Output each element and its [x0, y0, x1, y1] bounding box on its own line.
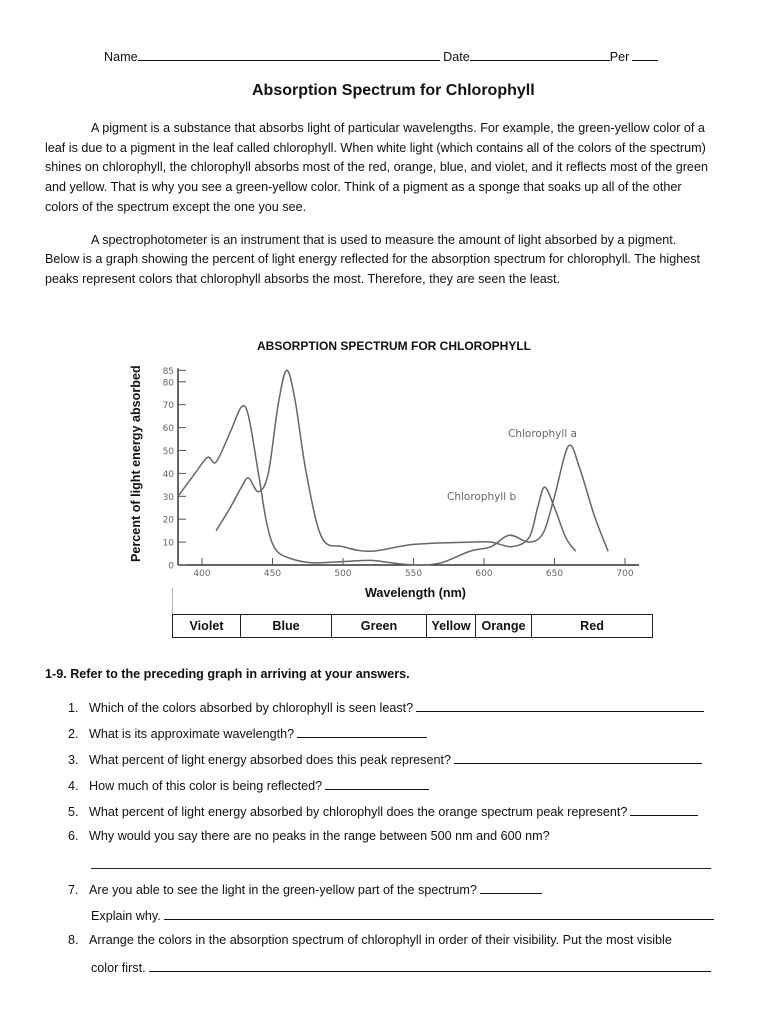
- question-text: What is its approximate wavelength?: [89, 727, 295, 741]
- x-tick-label: 550: [404, 569, 423, 579]
- y-tick-label: 85: [162, 366, 175, 377]
- text-line: shines on chlorophyll, the chlorophyll absorbs most of the red, orange, blue, and violet, and it reflects most of the green: [45, 160, 708, 174]
- answer-blank[interactable]: [164, 907, 714, 920]
- band-green: Green: [331, 614, 427, 638]
- name-blank[interactable]: [138, 48, 440, 61]
- x-tick-label: 400: [193, 569, 211, 579]
- question-text: Why would you say there are no peaks in the range between 500 nm and 600 nm?: [89, 829, 550, 843]
- text-line: peaks represent colors that chlorophyll absorbs the most. Therefore, they are seen the least.: [45, 272, 560, 286]
- x-axis-label: Wavelength (nm): [365, 586, 466, 600]
- series-label-chlorophyll-b: Chlorophyll b: [447, 491, 517, 503]
- text-line: A spectrophotometer is an instrument that is used to measure the amount of light absorbed by a pigment.: [91, 233, 677, 247]
- text-line: colors of the spectrum except the one you see.: [45, 200, 307, 214]
- y-tick-label: 60: [162, 424, 175, 435]
- series-chlorophyll-b: [216, 370, 576, 551]
- name-field[interactable]: [104, 48, 658, 64]
- x-tick-label: 650: [545, 569, 564, 579]
- question-number: 6.: [68, 829, 79, 843]
- page-title: Absorption Spectrum for Chlorophyll: [252, 82, 535, 99]
- question-8: [68, 933, 672, 947]
- question-number: 1.: [68, 701, 79, 715]
- x-tick-label: 450: [263, 569, 282, 579]
- question-text: color first.: [91, 961, 146, 975]
- band-blue: Blue: [240, 614, 332, 638]
- date-blank[interactable]: [470, 48, 610, 61]
- question-number: 3.: [68, 753, 79, 767]
- chart-title: ABSORPTION SPECTRUM FOR CHLOROPHYLL: [257, 339, 532, 353]
- absorption-chart: [150, 360, 650, 585]
- question-text: Which of the colors absorbed by chlorophyll is seen least?: [89, 701, 414, 715]
- y-tick-label: 50: [162, 447, 175, 457]
- question-number: 7.: [68, 883, 79, 897]
- question-text: What percent of light energy absorbed by chlorophyll does the orange spectrum peak represent?: [89, 805, 628, 819]
- date-label: Date: [443, 50, 470, 64]
- question-5: [68, 803, 698, 819]
- answer-line[interactable]: [91, 868, 711, 869]
- y-tick-label: 70: [162, 401, 175, 412]
- x-tick-label: 500: [334, 569, 352, 579]
- question-8-followup: [91, 959, 711, 975]
- question-text: Are you able to see the light in the green-yellow part of the spectrum?: [89, 883, 477, 897]
- y-tick-label: 20: [162, 515, 175, 526]
- band-violet: Violet: [172, 614, 241, 638]
- question-text: What percent of light energy absorbed does this peak represent?: [89, 753, 451, 767]
- per-label: Per: [609, 50, 630, 64]
- answer-blank[interactable]: [630, 803, 698, 816]
- question-3: [68, 751, 702, 767]
- answer-blank[interactable]: [416, 699, 704, 712]
- y-tick-label: 30: [162, 492, 175, 503]
- band-red: Red: [531, 614, 653, 638]
- answer-blank[interactable]: [480, 881, 542, 894]
- name-label: Name: [104, 50, 138, 64]
- y-axis-label: Percent of light energy absorbed: [129, 365, 143, 562]
- band-orange: Orange: [475, 614, 532, 638]
- question-number: 5.: [68, 805, 79, 819]
- question-6: [68, 829, 550, 843]
- answer-blank[interactable]: [325, 777, 429, 790]
- answer-blank[interactable]: [297, 725, 427, 738]
- text-line: A pigment is a substance that absorbs light of particular wavelengths. For example, the green-yellow color of a: [91, 121, 705, 135]
- series-label-chlorophyll-a: Chlorophyll a: [508, 428, 577, 440]
- band-yellow: Yellow: [426, 614, 476, 638]
- question-1: [68, 699, 704, 715]
- text-line: and yellow. That is why you see a green-yellow color. Think of a pigment as a sponge that soaks up all of the other: [45, 180, 682, 194]
- question-number: 8.: [68, 933, 79, 947]
- x-tick-label: 600: [475, 569, 493, 579]
- question-7-followup: [91, 907, 714, 923]
- per-blank[interactable]: [632, 48, 658, 61]
- question-number: 2.: [68, 727, 79, 741]
- instructions: 1-9. Refer to the preceding graph in arriving at your answers.: [45, 667, 410, 681]
- y-tick-label: 40: [162, 469, 175, 480]
- answer-blank[interactable]: [454, 751, 702, 764]
- question-text: How much of this color is being reflected?: [89, 779, 323, 793]
- y-tick-label: 80: [162, 378, 175, 389]
- text-line: leaf is due to a pigment in the leaf called chlorophyll. When white light (which contains all of the colors of the spectrum): [45, 141, 706, 155]
- divider: [172, 588, 173, 614]
- x-tick-label: 700: [616, 569, 634, 579]
- y-tick-label: 0: [168, 561, 175, 572]
- question-text: Explain why.: [91, 909, 161, 923]
- question-4: [68, 777, 429, 793]
- y-tick-label: 10: [162, 538, 175, 549]
- text-line: Below is a graph showing the percent of light energy reflected for the absorption spectrum for chlorophyll. The highest: [45, 252, 701, 266]
- question-2: [68, 725, 427, 741]
- question-text: Arrange the colors in the absorption spectrum of chlorophyll in order of their visibility. Put the most visible: [89, 933, 672, 947]
- question-7: [68, 881, 542, 897]
- answer-blank[interactable]: [149, 959, 711, 972]
- question-number: 4.: [68, 779, 79, 793]
